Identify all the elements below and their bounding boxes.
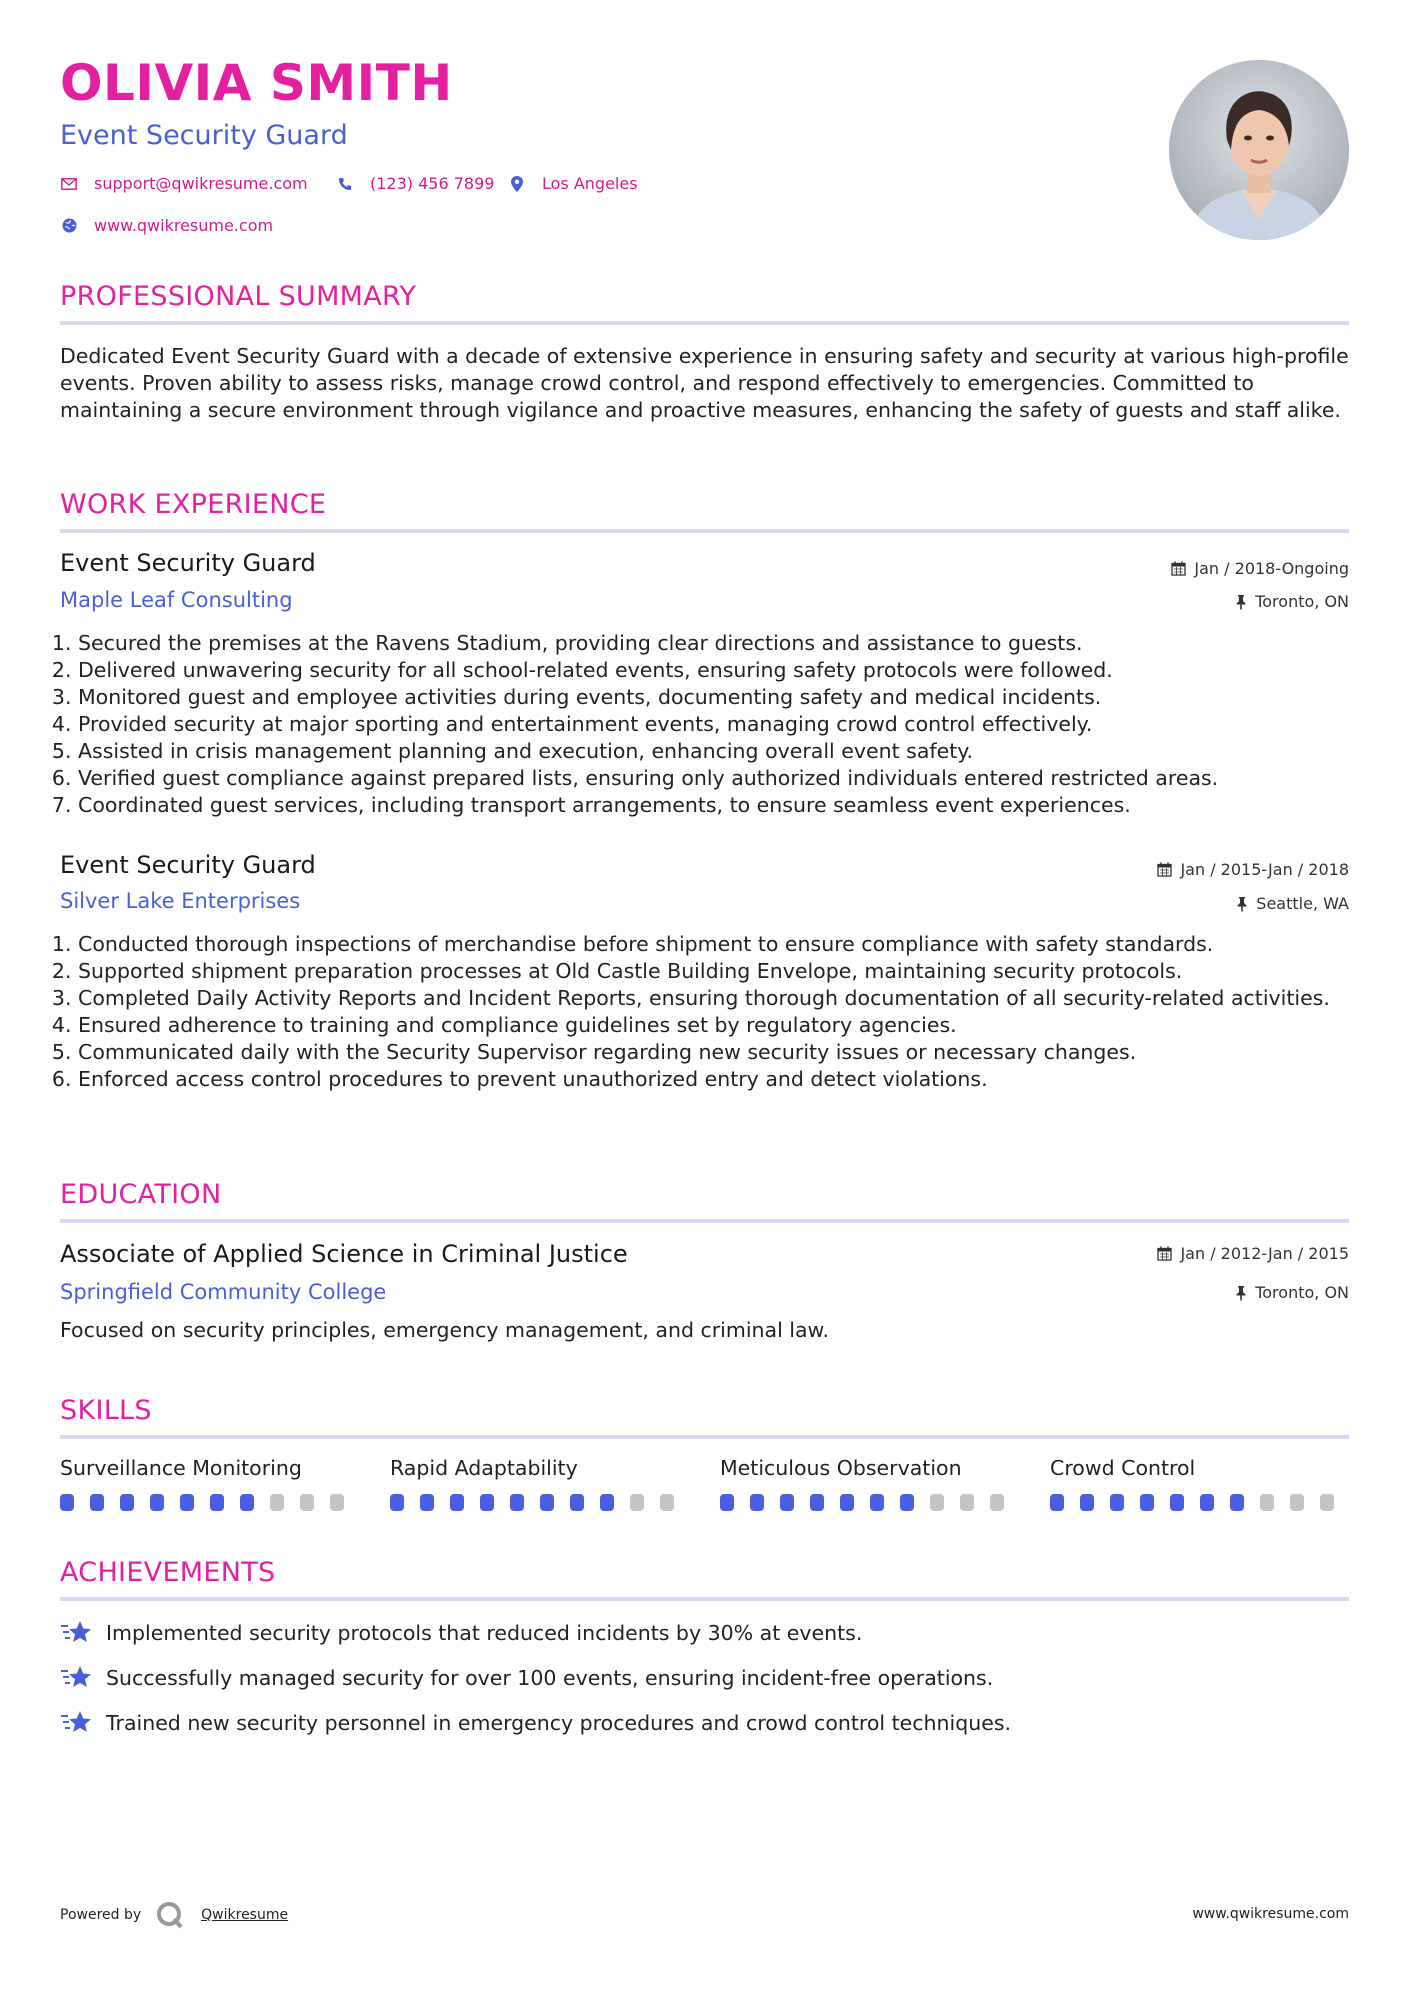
section-divider — [60, 529, 1349, 533]
list-item: 1. Conducted thorough inspections of merchandise before shipment to ensure compliance with safety standards. — [78, 931, 1368, 958]
skill-dot-empty — [1260, 1494, 1274, 1511]
footer-website[interactable]: www.qwikresume.com — [1192, 1906, 1349, 1922]
calendar-icon — [1157, 1246, 1172, 1261]
skill-dot-filled — [720, 1494, 734, 1511]
skill-dot-empty — [990, 1494, 1004, 1511]
skill-dot-empty — [1290, 1494, 1304, 1511]
location-text: Los Angeles — [542, 174, 638, 193]
profile-photo — [1169, 60, 1349, 240]
skill-dot-filled — [1080, 1494, 1094, 1511]
brand-link[interactable]: Qwikresume — [201, 1907, 289, 1923]
phone-icon — [336, 175, 354, 193]
contact-website[interactable] — [60, 216, 273, 235]
skill-item — [720, 1456, 1020, 1511]
skill-dot-filled — [90, 1494, 104, 1511]
skill-item — [390, 1456, 690, 1511]
skill-dot-filled — [510, 1494, 524, 1511]
list-item: 2. Supported shipment preparation processes at Old Castle Building Envelope, maintaining security protocols. — [78, 958, 1368, 985]
globe-icon — [60, 217, 78, 235]
education-description: Focused on security principles, emergency management, and criminal law. — [60, 1318, 829, 1342]
skill-dot-filled — [1140, 1494, 1154, 1511]
experience-heading: WORK EXPERIENCE — [60, 489, 327, 520]
section-divider — [60, 1435, 1349, 1439]
candidate-role: Event Security Guard — [60, 120, 348, 151]
star-icon — [60, 1709, 92, 1737]
skill-dot-filled — [180, 1494, 194, 1511]
achievement-item: Implemented security protocols that reduced incidents by 30% at events. — [60, 1619, 862, 1647]
list-item: 6. Verified guest compliance against prepared lists, ensuring only authorized individuals entered restricted areas. — [78, 765, 1368, 792]
skill-dot-empty — [660, 1494, 674, 1511]
skill-dot-filled — [120, 1494, 134, 1511]
achievement-item: Successfully managed security for over 100 events, ensuring incident-free operations. — [60, 1664, 993, 1692]
contact-phone[interactable] — [336, 174, 494, 193]
skill-dot-filled — [390, 1494, 404, 1511]
summary-text: Dedicated Event Security Guard with a decade of extensive experience in ensuring safety and security at various high-profile events. Proven ability to assess risks, manage crowd control, and respond effectively to emergencies. Committed to maintaining a secure environment through vigilance and proactive measures, enhancing the safety of guests and staff alike. — [60, 344, 1349, 422]
job-location: Seattle, WA — [1236, 894, 1349, 913]
footer-powered-by — [60, 1900, 288, 1930]
skill-dot-filled — [480, 1494, 494, 1511]
website-text: www.qwikresume.com — [94, 216, 274, 235]
skill-dot-empty — [270, 1494, 284, 1511]
job-title: Event Security Guard — [60, 549, 316, 577]
skill-dot-filled — [60, 1494, 74, 1511]
skill-name: Crowd Control — [1050, 1456, 1196, 1480]
skill-dot-empty — [330, 1494, 344, 1511]
map-pin-icon — [508, 175, 526, 193]
skill-dot-empty — [930, 1494, 944, 1511]
skill-dot-filled — [840, 1494, 854, 1511]
skill-dot-filled — [150, 1494, 164, 1511]
list-item: 5. Assisted in crisis management planning and execution, enhancing overall event safety. — [78, 738, 1368, 765]
skills-list — [60, 1456, 1360, 1511]
skill-name: Meticulous Observation — [720, 1456, 962, 1480]
list-item: 5. Communicated daily with the Security Supervisor regarding new security issues or necessary changes. — [78, 1039, 1368, 1066]
skill-rating — [1050, 1494, 1350, 1511]
skill-dot-filled — [780, 1494, 794, 1511]
job-dates: Jan / 2018-Ongoing — [1171, 559, 1349, 578]
pushpin-icon — [1235, 1285, 1247, 1301]
education-location: Toronto, ON — [1235, 1283, 1349, 1302]
skill-dot-filled — [870, 1494, 884, 1511]
skill-dot-empty — [960, 1494, 974, 1511]
list-item: 4. Ensured adherence to training and compliance guidelines set by regulatory agencies. — [78, 1012, 1368, 1039]
calendar-icon — [1157, 862, 1172, 877]
section-divider — [60, 1219, 1349, 1223]
skill-dot-empty — [1320, 1494, 1334, 1511]
list-item: 4. Provided security at major sporting and entertainment events, managing crowd control effectively. — [78, 711, 1368, 738]
skill-dot-filled — [1230, 1494, 1244, 1511]
achievements-heading: ACHIEVEMENTS — [60, 1557, 276, 1588]
job-dates: Jan / 2015-Jan / 2018 — [1157, 860, 1349, 879]
list-item: 2. Delivered unwavering security for all school-related events, ensuring safety protocols were followed. — [78, 657, 1368, 684]
skill-dot-filled — [1170, 1494, 1184, 1511]
powered-by-label: Powered by — [60, 1907, 142, 1923]
pushpin-icon — [1236, 896, 1248, 912]
job-company: Silver Lake Enterprises — [60, 889, 301, 913]
section-divider — [60, 321, 1349, 325]
skill-dot-filled — [1200, 1494, 1214, 1511]
calendar-icon — [1171, 561, 1186, 576]
skill-rating — [60, 1494, 360, 1511]
skill-dot-empty — [300, 1494, 314, 1511]
job-company: Maple Leaf Consulting — [60, 588, 293, 612]
skill-name: Rapid Adaptability — [390, 1456, 578, 1480]
job-bullets — [60, 630, 1368, 819]
star-icon — [60, 1664, 92, 1692]
skill-rating — [720, 1494, 1020, 1511]
job-bullets — [60, 931, 1368, 1093]
summary-heading: PROFESSIONAL SUMMARY — [60, 281, 417, 312]
skill-dot-filled — [570, 1494, 584, 1511]
job-location: Toronto, ON — [1235, 592, 1349, 611]
education-heading: EDUCATION — [60, 1179, 222, 1210]
education-dates: Jan / 2012-Jan / 2015 — [1157, 1244, 1349, 1263]
list-item: 6. Enforced access control procedures to prevent unauthorized entry and detect violations. — [78, 1066, 1368, 1093]
list-item: 7. Coordinated guest services, including transport arrangements, to ensure seamless event experiences. — [78, 792, 1368, 819]
list-item: 3. Monitored guest and employee activities during events, documenting safety and medical incidents. — [78, 684, 1368, 711]
degree-title: Associate of Applied Science in Criminal Justice — [60, 1240, 628, 1268]
skill-dot-filled — [1110, 1494, 1124, 1511]
skill-rating — [390, 1494, 690, 1511]
skill-dot-filled — [540, 1494, 554, 1511]
skills-heading: SKILLS — [60, 1395, 152, 1426]
skill-dot-filled — [600, 1494, 614, 1511]
skill-dot-filled — [240, 1494, 254, 1511]
list-item: 3. Completed Daily Activity Reports and Incident Reports, ensuring thorough documentation of all security-related activities. — [78, 985, 1368, 1012]
skill-dot-filled — [900, 1494, 914, 1511]
section-divider — [60, 1597, 1349, 1601]
skill-dot-filled — [1050, 1494, 1064, 1511]
skill-name: Surveillance Monitoring — [60, 1456, 302, 1480]
skill-dot-filled — [420, 1494, 434, 1511]
school-name: Springfield Community College — [60, 1280, 387, 1304]
skill-dot-filled — [810, 1494, 824, 1511]
candidate-name: OLIVIA SMITH — [60, 54, 453, 112]
phone-text: (123) 456 7899 — [370, 174, 495, 193]
email-text: support@qwikresume.com — [94, 174, 308, 193]
skill-dot-empty — [630, 1494, 644, 1511]
qwikresume-logo-icon — [155, 1900, 185, 1930]
skill-dot-filled — [750, 1494, 764, 1511]
pushpin-icon — [1235, 594, 1247, 610]
skill-item — [1050, 1456, 1350, 1511]
contact-location — [508, 174, 638, 193]
email-icon — [60, 175, 78, 193]
job-title: Event Security Guard — [60, 851, 316, 879]
skill-dot-filled — [210, 1494, 224, 1511]
list-item: 1. Secured the premises at the Ravens Stadium, providing clear directions and assistance to guests. — [78, 630, 1368, 657]
star-icon — [60, 1619, 92, 1647]
achievement-item: Trained new security personnel in emergency procedures and crowd control techniques. — [60, 1709, 1011, 1737]
contact-email[interactable] — [60, 174, 308, 193]
skill-dot-filled — [450, 1494, 464, 1511]
skill-item — [60, 1456, 360, 1511]
